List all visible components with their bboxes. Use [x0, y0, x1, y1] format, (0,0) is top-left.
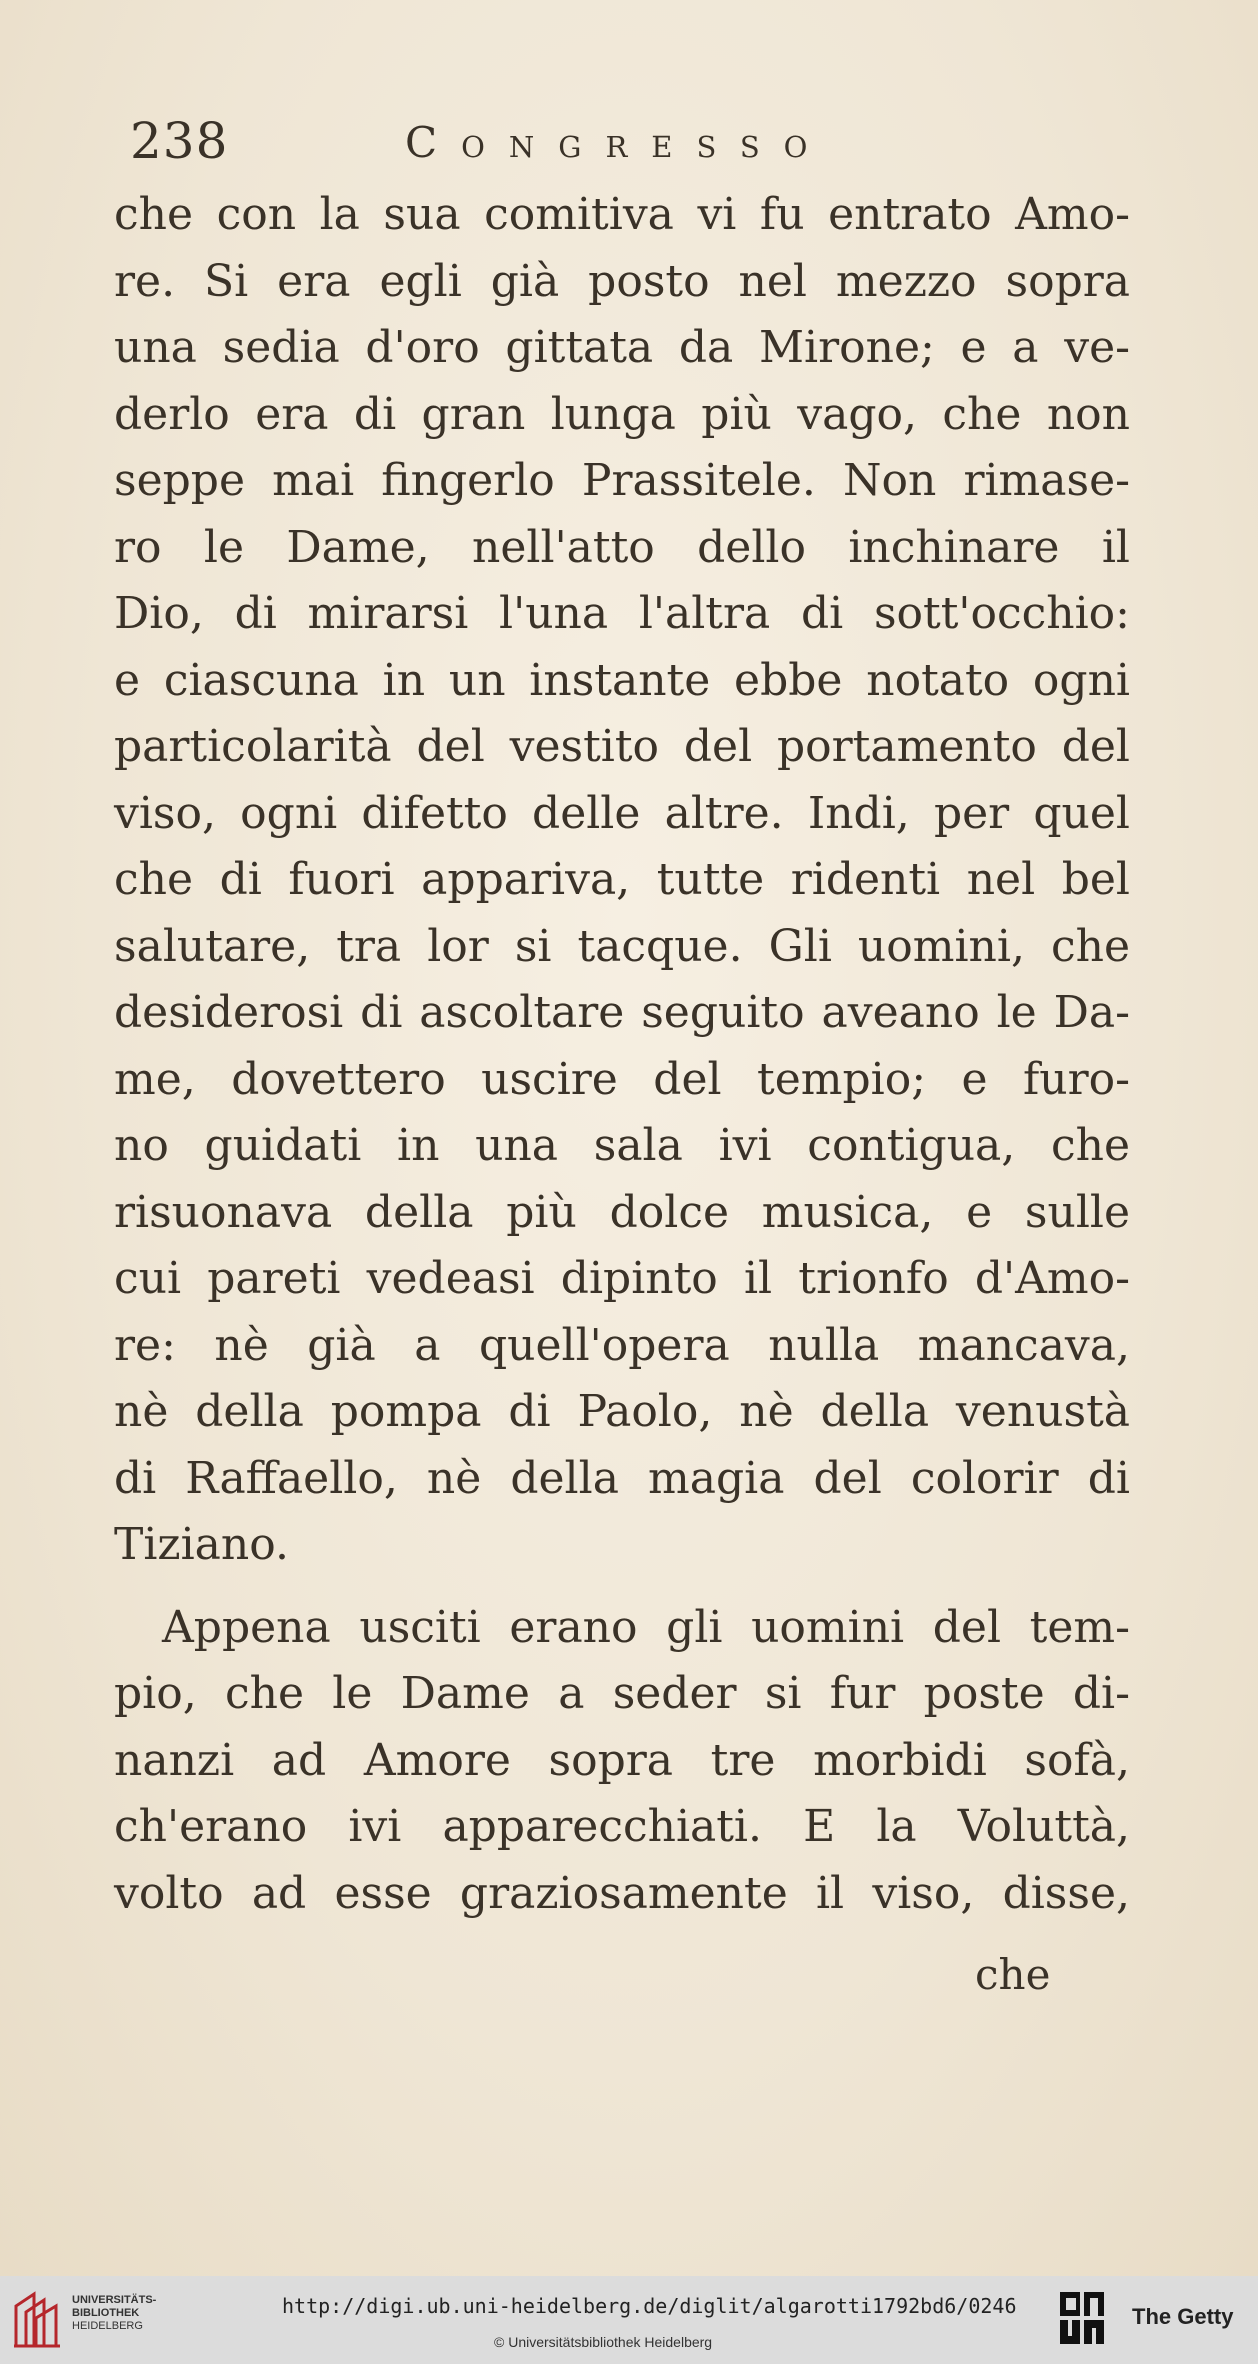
text-line: una sedia d'oro gittata da Mirone; e a ve- [114, 322, 1130, 373]
running-head [130, 112, 1130, 182]
text-line: salutare, tra lor si tacque. Gli uomini, che [114, 920, 1130, 972]
text-line: ro le Dame, nell'atto dello inchinare il [114, 521, 1130, 573]
text-line: che con la sua comitiva vi fu entrato Amo- [114, 189, 1130, 240]
university-library-logo[interactable] [12, 2290, 192, 2350]
copyright-notice: © Universitätsbibliothek Heidelberg [494, 2334, 713, 2350]
paragraph-start-line: Appena usciti erano gli uomini del tem- [162, 1601, 1130, 1653]
getty-logo-icon[interactable] [1058, 2290, 1108, 2348]
text-line: nanzi ad Amore sopra tre morbidi sofà, [114, 1734, 1130, 1786]
text-line: no guidati in una sala ivi contigua, che [114, 1120, 1130, 1171]
ub-heidelberg-mark-icon [12, 2290, 64, 2350]
ub-logo-text [72, 2294, 156, 2333]
body-text [114, 182, 1130, 1927]
text-line: particolarità del vestito del portamento del [114, 721, 1130, 772]
text-line: che di fuori appariva, tutte ridenti nel bel [114, 854, 1130, 905]
text-line: re. Si era egli già posto nel mezzo sopra [114, 255, 1130, 307]
text-line: Tiziano. [114, 1519, 289, 1570]
text-line: me, dovettero uscire del tempio; e furo- [114, 1053, 1130, 1105]
text-line: nè della pompa di Paolo, nè della venustà [114, 1386, 1130, 1437]
text-line: risuonava della più dolce musica, e sulle [114, 1186, 1130, 1238]
page-number: 238 [130, 112, 229, 170]
text-line: seppe mai fingerlo Prassitele. Non rimase- [114, 455, 1130, 506]
text-line: re: nè già a quell'opera nulla mancava, [114, 1319, 1130, 1371]
logo-line: UNIVERSITÄTS- [72, 2294, 157, 2306]
text-line: e ciascuna in un instante ebbe notato ogni [114, 654, 1130, 706]
running-title: Congresso [405, 118, 832, 167]
text-line: volto ad esse graziosamente il viso, disse, [114, 1867, 1130, 1919]
logo-line: BIBLIOTHEK [72, 2307, 140, 2319]
text-line: Dio, di mirarsi l'una l'altra di sott'occhio: [114, 588, 1130, 639]
text-line: desiderosi di ascoltare seguito aveano le Da- [114, 987, 1130, 1038]
text-line: cui pareti vedeasi dipinto il trionfo d'Amo- [114, 1253, 1130, 1304]
catchword: che [975, 1950, 1051, 1999]
text-line: ch'erano ivi apparecchiati. E la Voluttà, [114, 1801, 1130, 1852]
text-line: viso, ogni difetto delle altre. Indi, per quel [114, 787, 1130, 839]
text-line: pio, che le Dame a seder si fur poste di- [114, 1668, 1130, 1719]
text-line: di Raffaello, nè della magia del colorir di [114, 1452, 1130, 1504]
logo-line: HEIDELBERG [72, 2320, 143, 2332]
partner-name: The Getty [1132, 2304, 1234, 2329]
permalink-url[interactable]: http://digi.ub.uni-heidelberg.de/diglit/algarotti1792bd6/0246 [282, 2294, 1017, 2318]
text-line: derlo era di gran lunga più vago, che non [114, 388, 1130, 440]
viewer-footer [0, 2276, 1258, 2364]
